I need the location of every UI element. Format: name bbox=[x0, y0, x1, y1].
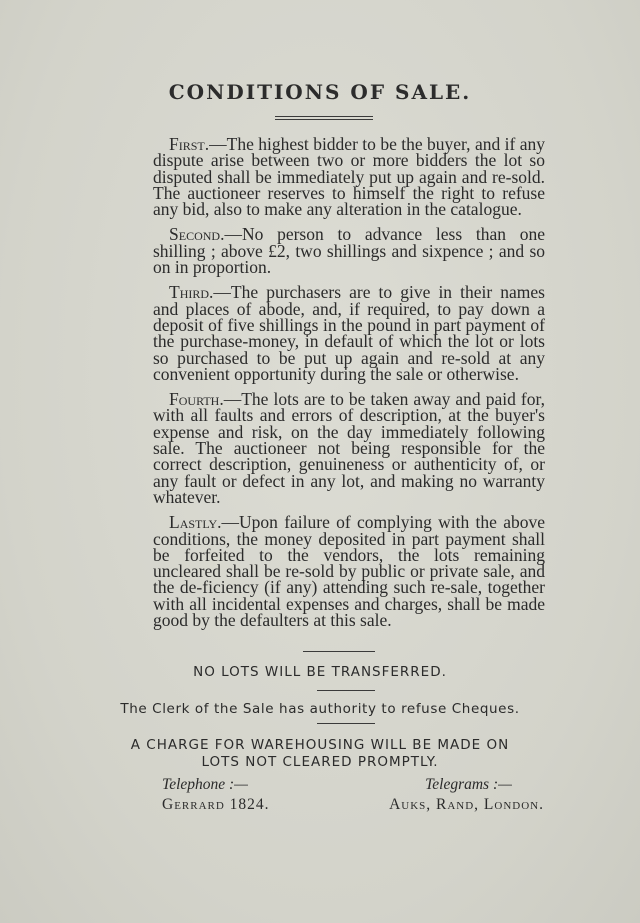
condition-lead: Third. bbox=[169, 282, 214, 303]
condition-fourth bbox=[153, 391, 545, 505]
condition-third bbox=[153, 284, 545, 382]
divider bbox=[303, 651, 375, 652]
telegrams-block bbox=[389, 775, 544, 815]
condition-lastly bbox=[153, 512, 545, 631]
divider bbox=[317, 690, 375, 691]
condition-lead: Second. bbox=[169, 224, 225, 245]
warehousing-notice-line1: A CHARGE FOR WAREHOUSING WILL BE MADE ON bbox=[130, 737, 510, 753]
condition-first bbox=[153, 134, 545, 220]
warehousing-notice-line2: LOTS NOT CLEARED PROMPTLY. bbox=[201, 754, 439, 770]
no-transfer-notice: NO LOTS WILL BE TRANSFERRED. bbox=[193, 664, 447, 680]
condition-second bbox=[153, 224, 545, 278]
divider bbox=[317, 723, 375, 724]
telephone-value: Gerrard 1824. bbox=[162, 796, 270, 813]
telegrams-value: Auks, Rand, London. bbox=[389, 796, 544, 813]
condition-text: —The lots are to be taken away and paid for, with all faults and errors of description, at the buyer's expense and risk, on the day immediately following sale. The auctioneer not being responsible for the correct description, genuineness or authenticity of, or any fault or defect in any lot, and making no warranty whatever. bbox=[153, 389, 545, 507]
telephone-label: Telephone :— bbox=[162, 776, 248, 793]
title-divider bbox=[275, 116, 373, 120]
cheques-notice: The Clerk of the Sale has authority to refuse Cheques. bbox=[120, 701, 520, 717]
telegrams-label: Telegrams :— bbox=[425, 776, 512, 793]
page-title: CONDITIONS OF SALE. bbox=[168, 80, 472, 104]
telephone-block bbox=[162, 775, 270, 815]
condition-lead: First. bbox=[169, 134, 210, 154]
condition-lead: Fourth. bbox=[169, 389, 224, 410]
condition-text: —Upon failure of complying with the above conditions, the money deposited in part payment shall be forfeited to the vendors, the lots remaining uncleared shall be re-sold by public or private sale, and the de-ficiency (if any) attending such re-sale, together with all incidental expenses and charges, shall be made good by the defaulters at this sale. bbox=[153, 512, 545, 631]
condition-text: —No person to advance less than one shilling ; above £2, two shillings and sixpence ; and so on in proportion. bbox=[153, 224, 545, 278]
condition-lead: Lastly. bbox=[169, 512, 222, 533]
conditions-list bbox=[153, 136, 545, 637]
condition-text: —The purchasers are to give in their names and places of abode, and, if required, to pay down a deposit of five shillings in the pound in part payment of the purchase-money, in default of which the lot or lots so purchased to be put up again and re-sold at any convenient opportunity during the sale or otherwise. bbox=[153, 282, 545, 384]
condition-text: —The highest bidder to be the buyer, and if any dispute arise between two or more bidders the lot so disputed shall be immediately put up again and re-sold. The auctioneer reserves to himself the right to refuse any bid, also to make any alteration in the catalogue. bbox=[153, 134, 545, 220]
